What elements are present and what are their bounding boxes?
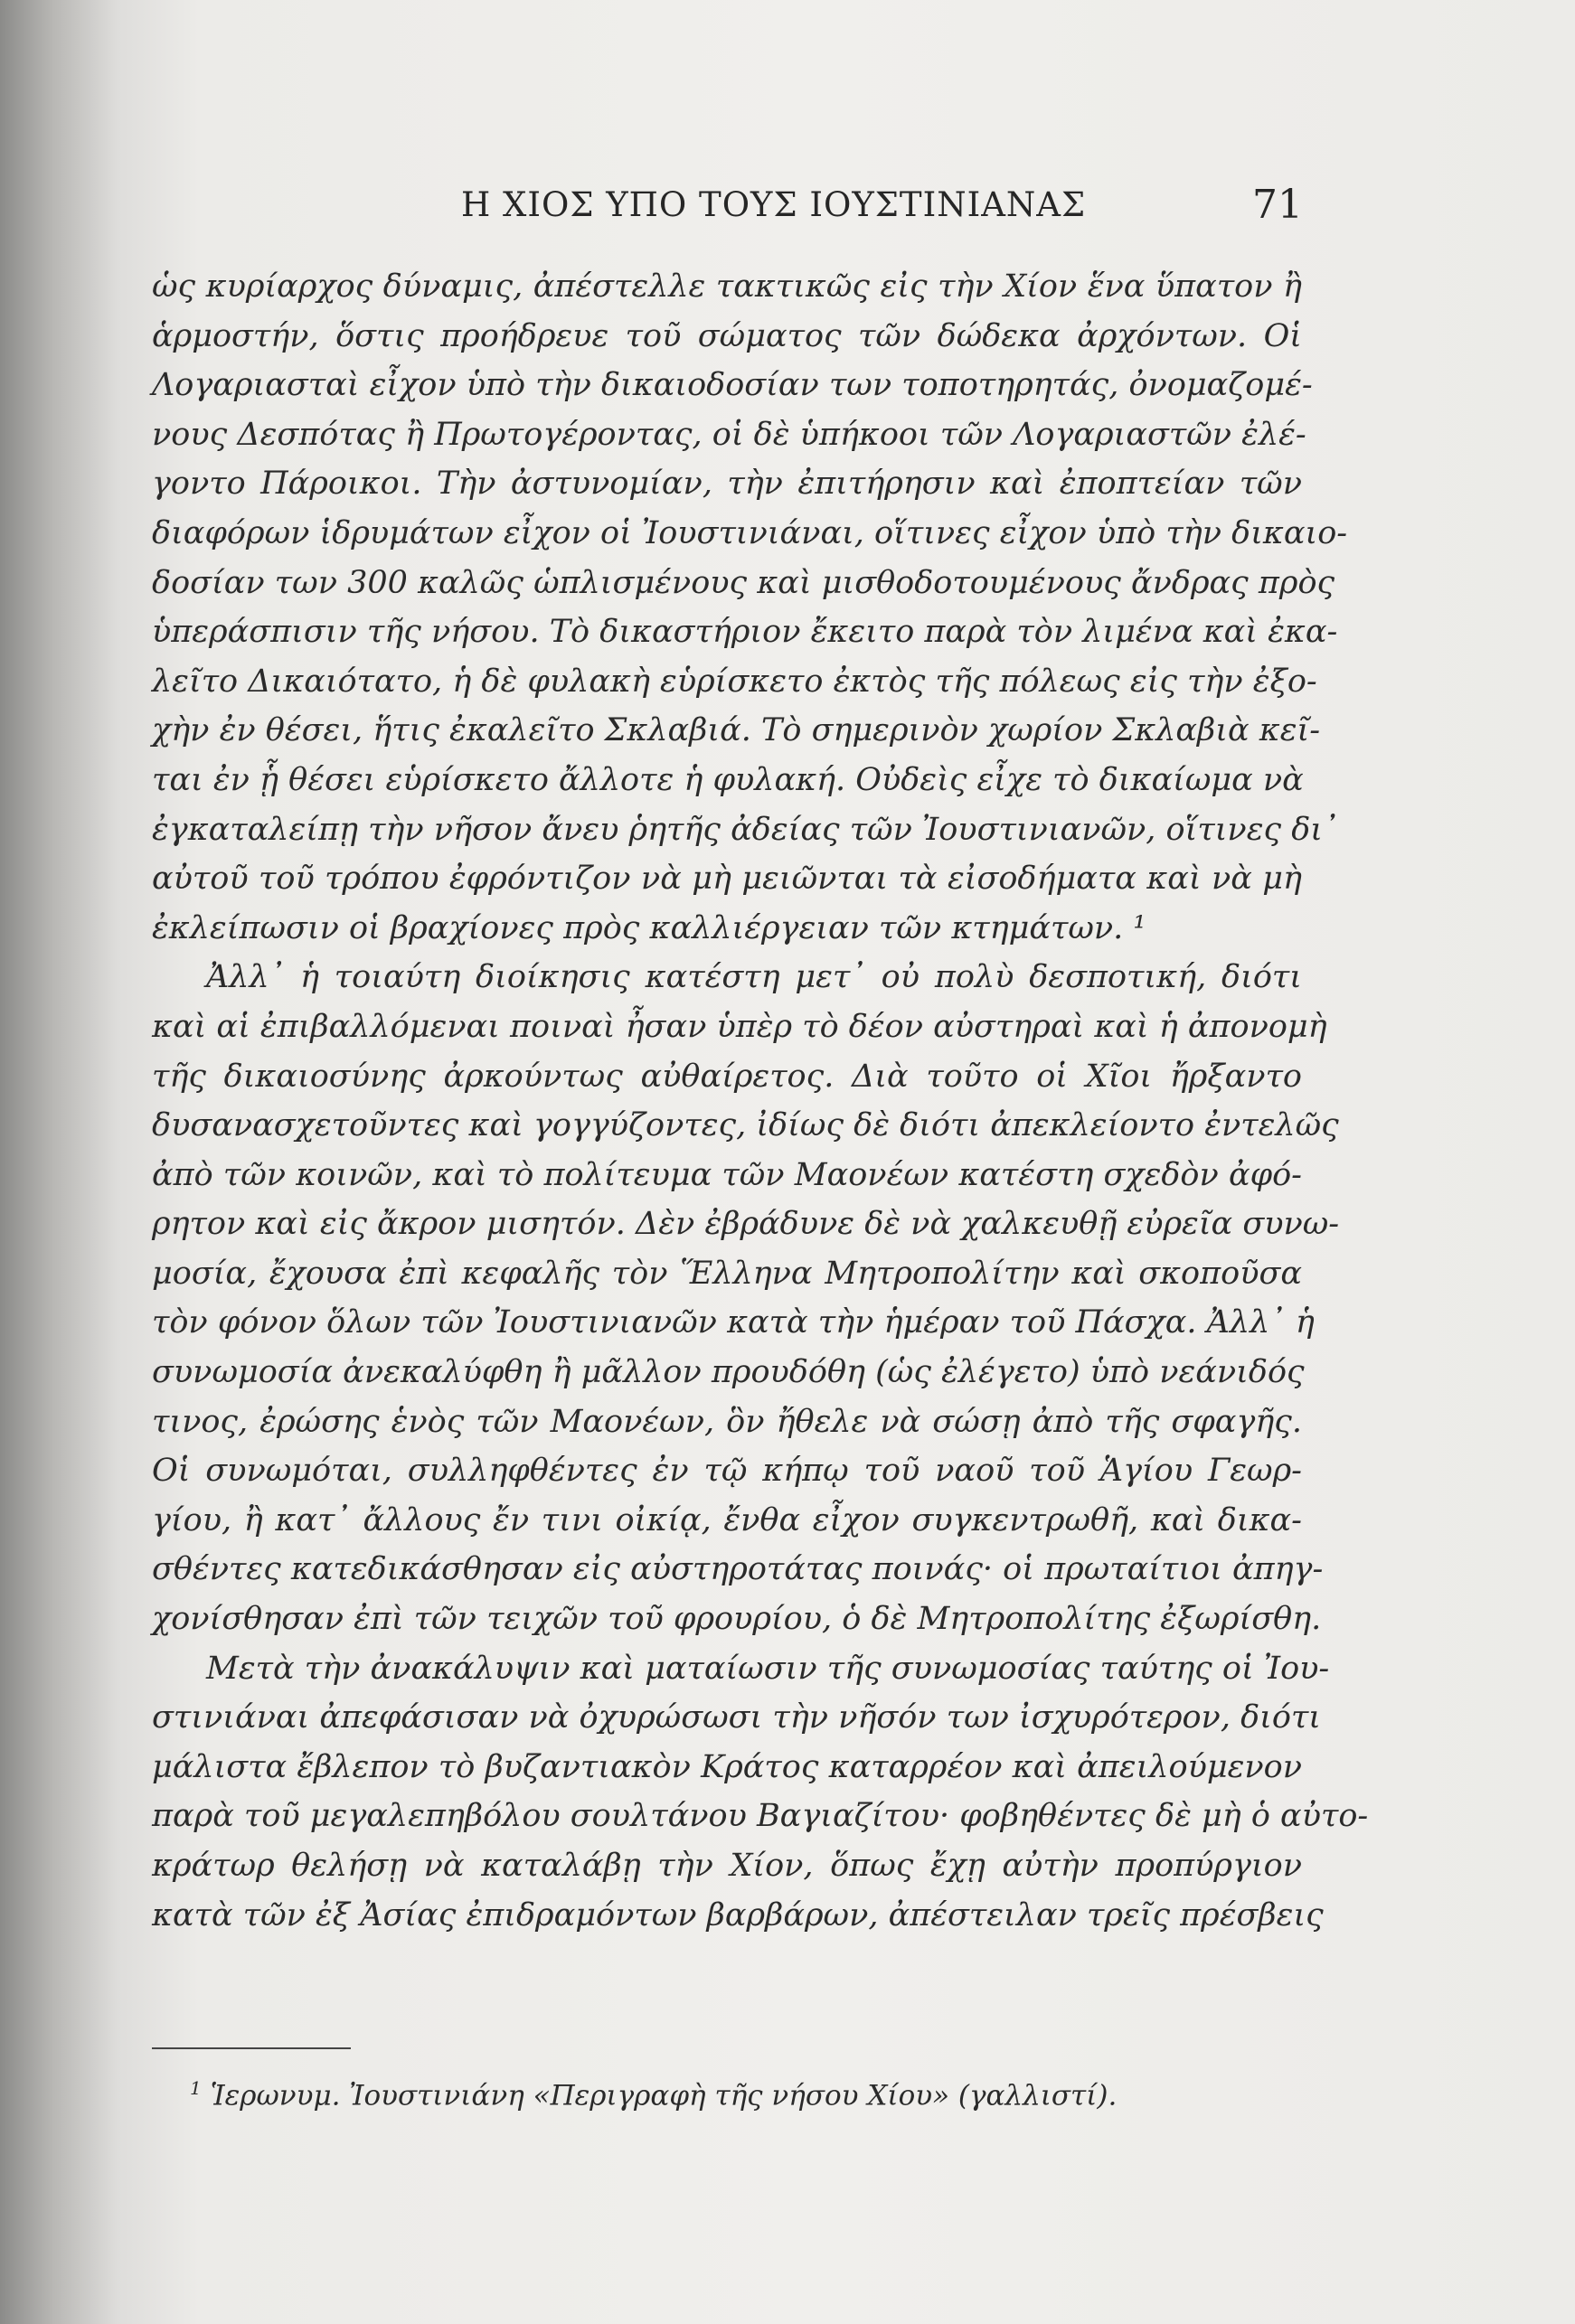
text-line: κατὰ τῶν ἐξ Ἀσίας ἐπιδραμόντων βαρβάρων, ἀπέστειλαν τρεῖς πρέσβεις — [152, 1896, 1324, 1934]
text-line: Ἀλλ᾽ ἡ τοιαύτη διοίκησις κατέστη μετ᾽ οὐ πολὺ δεσποτική, διότι — [206, 959, 1302, 996]
text-line: τὸν φόνον ὅλων τῶν Ἰουστινιανῶν κατὰ τὴν ἡμέραν τοῦ Πάσχα. Ἀλλ᾽ ἡ — [152, 1304, 1315, 1341]
text-line: χονίσθησαν ἐπὶ τῶν τειχῶν τοῦ φρουρίου, ὁ δὲ Μητροπολίτης ἐξωρίσθη. — [152, 1601, 1322, 1638]
text-line: ὑπεράσπισιν τῆς νήσου. Τὸ δικαστήριον ἔκειτο παρὰ τὸν λιμένα καὶ ἐκα- — [152, 614, 1338, 651]
footnote-marker: 1 — [190, 2077, 202, 2099]
text-line: δυσανασχετοῦντες καὶ γογγύζοντες, ἰδίως δὲ διότι ἀπεκλείοντο ἐντελῶς — [152, 1107, 1339, 1144]
text-line: ὡς κυρίαρχος δύναμις, ἀπέστελλε τακτικῶς εἰς τὴν Χίον ἕνα ὕπατον ἢ — [152, 268, 1302, 305]
text-line: τῆς δικαιοσύνης ἀρκούντως αὐθαίρετος. Διὰ τοῦτο οἱ Χῖοι ἤρξαντο — [152, 1058, 1302, 1095]
text-line: αὐτοῦ τοῦ τρόπου ἐφρόντιζον νὰ μὴ μειῶνται τὰ εἰσοδήματα καὶ νὰ μὴ — [152, 861, 1302, 898]
text-line: μοσία, ἔχουσα ἐπὶ κεφαλῆς τὸν Ἕλληνα Μητροπολίτην καὶ σκοποῦσα — [152, 1255, 1302, 1292]
footnote — [190, 2077, 1117, 2112]
text-line: Οἱ συνωμόται, συλληφθέντες ἐν τῷ κήπῳ τοῦ ναοῦ τοῦ Ἁγίου Γεωρ- — [152, 1453, 1302, 1490]
text-line: ἁρμοστήν, ὅστις προήδρευε τοῦ σώματος τῶν δώδεκα ἀρχόντων. Οἱ — [152, 317, 1302, 354]
running-title: Η ΧΙΟΣ ΥΠΟ ΤΟΥΣ ΙΟΥΣΤΙΝΙΑΝΑΣ — [461, 185, 1087, 224]
text-line: διαφόρων ἱδρυμάτων εἶχον οἱ Ἰουστινιάναι, οἵτινες εἶχον ὑπὸ τὴν δικαιο- — [152, 514, 1348, 551]
page-number: 71 — [1252, 182, 1303, 228]
text-line: γίου, ἢ κατ᾽ ἄλλους ἔν τινι οἰκίᾳ, ἔνθα εἶχον συγκεντρωθῆ, καὶ δικα- — [152, 1501, 1302, 1538]
text-line: νους Δεσπότας ἢ Πρωτογέροντας, οἱ δὲ ὑπήκοοι τῶν Λογαριαστῶν ἐλέ- — [152, 416, 1306, 453]
text-line: Λογαριασταὶ εἶχον ὑπὸ τὴν δικαιοδοσίαν των τοποτηρητάς, ὀνομαζομέ- — [152, 367, 1313, 404]
text-line: γοντο Πάροικοι. Τὴν ἀστυνομίαν, τὴν ἐπιτήρησιν καὶ ἐποπτείαν τῶν — [152, 466, 1302, 503]
page-header — [154, 182, 1311, 240]
text-line: στινιάναι ἀπεφάσισαν νὰ ὀχυρώσωσι τὴν νῆσόν των ἰσχυρότερον, διότι — [152, 1699, 1322, 1736]
text-line: κράτωρ θελήσῃ νὰ καταλάβῃ τὴν Χίον, ὅπως ἔχῃ αὐτὴν προπύργιον — [152, 1848, 1302, 1884]
text-line: ἐκλείπωσιν οἱ βραχίονες πρὸς καλλιέργειαν τῶν κτημάτων. ¹ — [152, 909, 1146, 946]
text-line: Μετὰ τὴν ἀνακάλυψιν καὶ ματαίωσιν τῆς συνωμοσίας ταύτης οἱ Ἰου- — [206, 1650, 1330, 1687]
text-line: δοσίαν των 300 καλῶς ὡπλισμένους καὶ μισθοδοτουμένους ἄνδρας πρὸς — [152, 564, 1335, 601]
text-line: χὴν ἐν θέσει, ἥτις ἐκαλεῖτο Σκλαβιά. Τὸ σημερινὸν χωρίον Σκλαβιὰ κεῖ- — [152, 712, 1321, 749]
text-line: παρὰ τοῦ μεγαλεπηβόλου σουλτάνου Βαγιαζίτου· φοβηθέντες δὲ μὴ ὁ αὐτο- — [152, 1798, 1369, 1835]
text-line: λεῖτο Δικαιότατο, ἡ δὲ φυλακὴ εὑρίσκετο ἐκτὸς τῆς πόλεως εἰς τὴν ἐξο- — [152, 663, 1317, 700]
text-line: ἐγκαταλείπῃ τὴν νῆσον ἄνευ ῥητῆς ἀδείας τῶν Ἰουστινιανῶν, οἵτινες δι᾽ — [152, 811, 1339, 848]
text-line: μάλιστα ἔβλεπον τὸ βυζαντιακὸν Κράτος καταρρέον καὶ ἀπειλούμενον — [152, 1748, 1302, 1785]
text-line: τινος, ἐρώσης ἑνὸς τῶν Μαονέων, ὃν ἤθελε νὰ σώσῃ ἀπὸ τῆς σφαγῆς. — [152, 1403, 1302, 1440]
text-line: σθέντες κατεδικάσθησαν εἰς αὐστηροτάτας ποινάς· οἱ πρωταίτιοι ἀπηγ- — [152, 1551, 1324, 1588]
text-line: ρητον καὶ εἰς ἄκρον μισητόν. Δὲν ἐβράδυνε δὲ νὰ χαλκευθῇ εὐρεῖα συνω- — [152, 1206, 1340, 1243]
footnote-text: Ἱερωνυμ. Ἰουστινιάνη «Περιγραφὴ τῆς νήσου Χίου» (γαλλιστί). — [210, 2079, 1118, 2112]
text-line: συνωμοσία ἀνεκαλύφθη ἢ μᾶλλον προυδόθη (ὡς ἐλέγετο) ὑπὸ νεάνιδός — [152, 1354, 1305, 1391]
text-line: ται ἐν ᾗ θέσει εὑρίσκετο ἄλλοτε ἡ φυλακή. Οὐδεὶς εἶχε τὸ δικαίωμα νὰ — [152, 761, 1304, 798]
text-line: καὶ αἱ ἐπιβαλλόμεναι ποιναὶ ἦσαν ὑπὲρ τὸ δέον αὐστηραὶ καὶ ἡ ἀπονομὴ — [152, 1008, 1327, 1045]
body-text — [152, 262, 1369, 1940]
footnote-rule — [152, 2047, 351, 2049]
text-line: ἀπὸ τῶν κοινῶν, καὶ τὸ πολίτευμα τῶν Μαονέων κατέστη σχεδὸν ἀφό- — [152, 1156, 1302, 1193]
